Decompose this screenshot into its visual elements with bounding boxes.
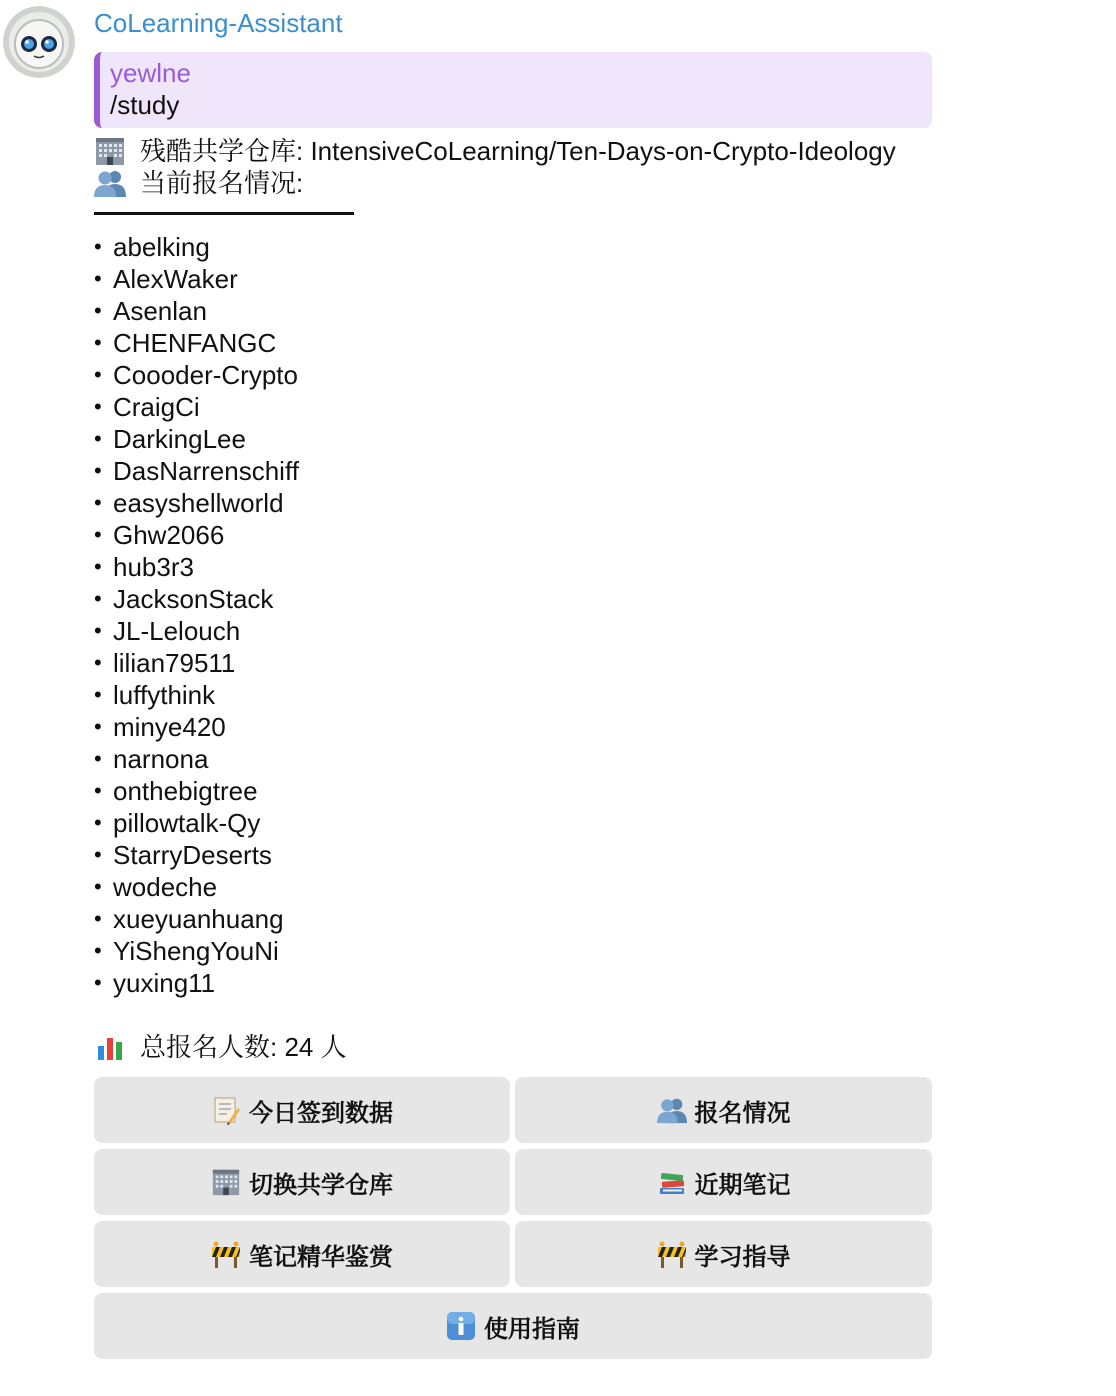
office-building-icon <box>211 1167 241 1197</box>
reply-quote[interactable] <box>94 52 932 128</box>
participant-name: narnona <box>113 744 209 774</box>
bullet: • <box>94 586 102 611</box>
list-item <box>94 871 299 903</box>
list-item <box>94 455 299 487</box>
participant-name: DasNarrenschiff <box>113 456 299 486</box>
notes-highlights-label: 笔记精华鉴赏 <box>249 1243 393 1271</box>
bullet: • <box>94 426 102 451</box>
list-item <box>94 967 299 999</box>
bullet: • <box>94 906 102 931</box>
bullet: • <box>94 746 102 771</box>
list-item <box>94 231 299 263</box>
participant-name: lilian79511 <box>113 648 236 678</box>
recent-notes-label: 近期笔记 <box>694 1171 791 1199</box>
bullet: • <box>94 394 102 419</box>
checkin-data-button[interactable] <box>94 1077 510 1143</box>
memo-icon <box>211 1095 241 1125</box>
list-item <box>94 839 299 871</box>
construction-icon <box>657 1239 687 1269</box>
divider <box>94 212 354 215</box>
robot-face-icon <box>3 6 75 78</box>
list-item <box>94 551 299 583</box>
list-item <box>94 327 299 359</box>
bullet: • <box>94 330 102 355</box>
list-item <box>94 647 299 679</box>
switch-repo-label: 切换共学仓库 <box>249 1171 393 1199</box>
bullet: • <box>94 970 102 995</box>
study-guide-label: 学习指导 <box>694 1243 791 1271</box>
bullet: • <box>94 842 102 867</box>
signup-status-label: 报名情况 <box>694 1099 791 1127</box>
participant-name: onthebigtree <box>113 776 258 806</box>
construction-icon <box>211 1239 241 1269</box>
bullet: • <box>94 810 102 835</box>
participant-name: CHENFANGC <box>113 328 277 358</box>
reply-text: /study <box>110 90 180 120</box>
participant-name: Coooder-Crypto <box>113 360 298 390</box>
list-item <box>94 903 299 935</box>
bullet: • <box>94 234 102 259</box>
bullet: • <box>94 714 102 739</box>
busts-icon <box>657 1095 687 1125</box>
signup-heading: 当前报名情况: <box>140 168 304 198</box>
notes-highlights-button[interactable] <box>94 1221 510 1287</box>
repo-line <box>94 135 896 167</box>
bullet: • <box>94 778 102 803</box>
office-building-icon <box>94 136 126 166</box>
list-item <box>94 391 299 423</box>
list-item <box>94 263 299 295</box>
participant-name: StarryDeserts <box>113 840 272 870</box>
user-guide-button[interactable] <box>94 1293 932 1359</box>
bullet: • <box>94 298 102 323</box>
participant-name: Ghw2066 <box>113 520 225 550</box>
total-text: 总报名人数: 24 人 <box>140 1032 347 1062</box>
bullet: • <box>94 490 102 515</box>
bullet: • <box>94 650 102 675</box>
sender-name[interactable]: CoLearning-Assistant <box>94 8 343 38</box>
participant-name: easyshellworld <box>113 488 284 518</box>
bullet: • <box>94 362 102 387</box>
list-item <box>94 615 299 647</box>
signup-status-button[interactable] <box>515 1077 932 1143</box>
participant-list <box>94 231 299 999</box>
reply-author: yewlne <box>110 58 191 88</box>
bullet: • <box>94 874 102 899</box>
participant-name: JL-Lelouch <box>113 616 241 646</box>
participant-name: CraigCi <box>113 392 200 422</box>
participant-name: minye420 <box>113 712 226 742</box>
list-item <box>94 583 299 615</box>
bullet: • <box>94 682 102 707</box>
bullet: • <box>94 618 102 643</box>
bullet: • <box>94 554 102 579</box>
bullet: • <box>94 522 102 547</box>
signup-heading-line <box>94 167 303 199</box>
bot-avatar[interactable] <box>3 6 75 78</box>
bar-chart-icon <box>94 1032 126 1062</box>
list-item <box>94 711 299 743</box>
list-item <box>94 807 299 839</box>
list-item <box>94 359 299 391</box>
participant-name: AlexWaker <box>113 264 238 294</box>
list-item <box>94 679 299 711</box>
list-item <box>94 423 299 455</box>
books-icon <box>657 1167 687 1197</box>
switch-repo-button[interactable] <box>94 1149 510 1215</box>
busts-icon <box>94 168 126 198</box>
participant-name: abelking <box>113 232 210 262</box>
bullet: • <box>94 266 102 291</box>
bullet: • <box>94 938 102 963</box>
list-item <box>94 487 299 519</box>
list-item <box>94 519 299 551</box>
participant-name: xueyuanhuang <box>113 904 284 934</box>
total-line <box>94 1031 347 1063</box>
participant-name: DarkingLee <box>113 424 246 454</box>
repo-text: 残酷共学仓库: IntensiveCoLearning/Ten-Days-on-Crypto-Ideology <box>140 136 896 166</box>
participant-name: wodeche <box>113 872 218 902</box>
participant-name: YiShengYouNi <box>113 936 279 966</box>
info-icon <box>446 1311 476 1341</box>
study-guide-button[interactable] <box>515 1221 932 1287</box>
list-item <box>94 935 299 967</box>
list-item <box>94 775 299 807</box>
list-item <box>94 295 299 327</box>
participant-name: hub3r3 <box>113 552 194 582</box>
list-item <box>94 743 299 775</box>
recent-notes-button[interactable] <box>515 1149 932 1215</box>
user-guide-label: 使用指南 <box>484 1315 580 1343</box>
participant-name: JacksonStack <box>113 584 274 614</box>
bullet: • <box>94 458 102 483</box>
participant-name: luffythink <box>113 680 216 710</box>
participant-name: Asenlan <box>113 296 207 326</box>
checkin-data-label: 今日签到数据 <box>249 1099 393 1127</box>
participant-name: pillowtalk-Qy <box>113 808 261 838</box>
participant-name: yuxing11 <box>113 968 216 998</box>
